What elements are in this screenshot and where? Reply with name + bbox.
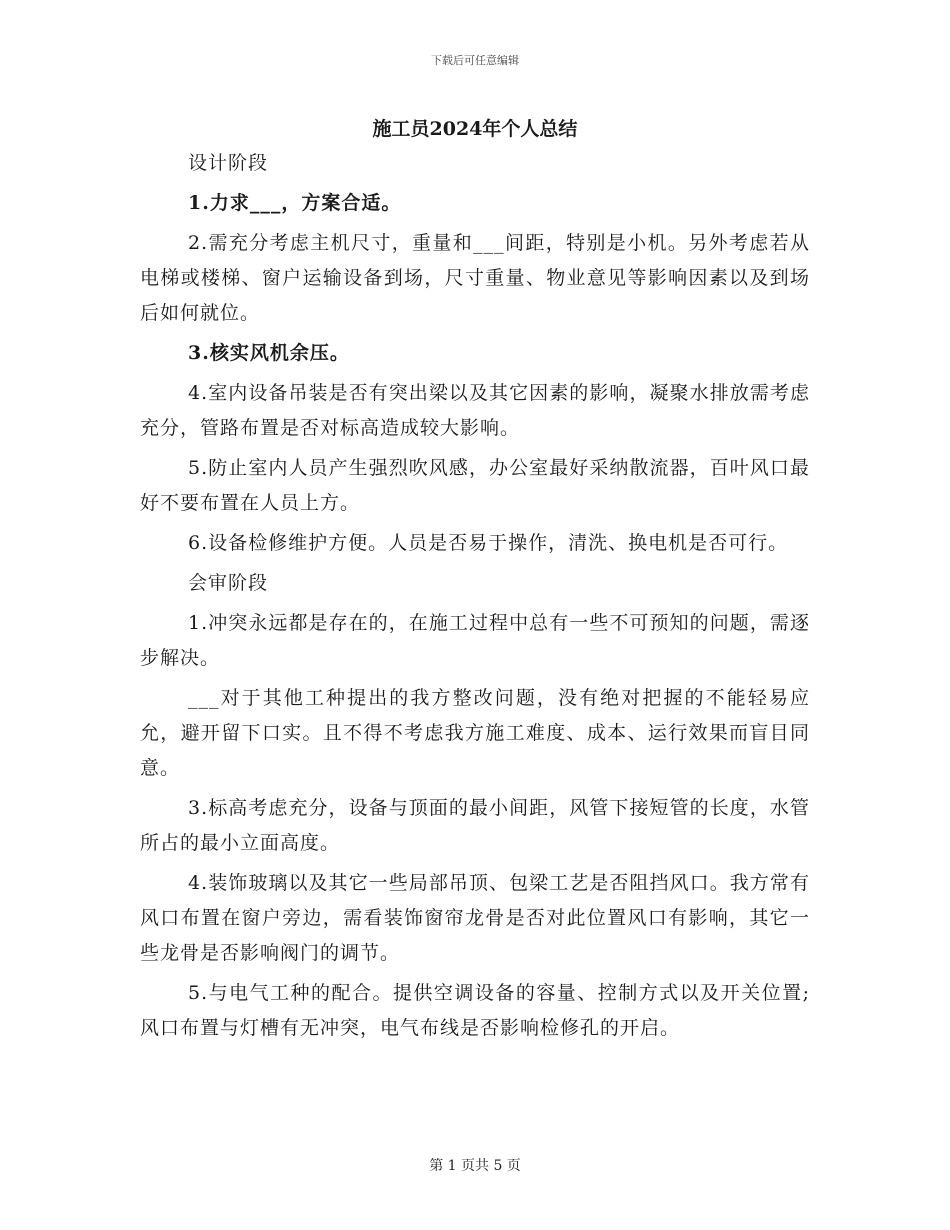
document-title: 施工员2024年个人总结 bbox=[372, 118, 578, 140]
review-item-3: 3.标高考虑充分，设备与顶面的最小间距，风管下接短管的长度，水管所占的最小立面高度。 bbox=[140, 797, 810, 854]
review-item-1: 1.冲突永远都是存在的，在施工过程中总有一些不可预知的问题，需逐步解决。 bbox=[140, 612, 810, 669]
design-item-3: 3.核实风机余压。 bbox=[188, 342, 350, 364]
design-item-1: 1.力求___，方案合适。 bbox=[188, 192, 402, 214]
design-item-5: 5.防止室内人员产生强烈吹风感，办公室最好采纳散流器，百叶风口最好不要布置在人员上方。 bbox=[140, 457, 810, 514]
page-number: 第 1 页共 5 页 bbox=[429, 1158, 521, 1174]
document-body bbox=[140, 146, 810, 1051]
section-heading-design: 设计阶段 bbox=[188, 152, 269, 174]
design-item-4: 4.室内设备吊装是否有突出梁以及其它因素的影响，凝聚水排放需考虑充分，管路布置是否对标高造成较大影响。 bbox=[140, 382, 810, 439]
design-item-6: 6.设备检修维护方便。人员是否易于操作，清洗、换电机是否可行。 bbox=[188, 532, 789, 554]
page-header-note: 下载后可任意编辑 bbox=[431, 54, 519, 67]
review-item-4: 4.装饰玻璃以及其它一些局部吊顶、包梁工艺是否阻挡风口。我方常有风口布置在窗户旁边，需看装饰窗帘龙骨是否对此位置风口有影响，其它一些龙骨是否影响阀门的调节。 bbox=[140, 872, 810, 964]
design-item-2: 2.需充分考虑主机尺寸，重量和___间距，特别是小机。另外考虑若从电梯或楼梯、窗户运输设备到场，尺寸重量、物业意见等影响因素以及到场后如何就位。 bbox=[140, 232, 810, 324]
review-item-5: 5.与电气工种的配合。提供空调设备的容量、控制方式以及开关位置;风口布置与灯槽有无冲突，电气布线是否影响检修孔的开启。 bbox=[140, 982, 810, 1039]
review-item-2: ___对于其他工种提出的我方整改问题，没有绝对把握的不能轻易应允，避开留下口实。且不得不考虑我方施工难度、成本、运行效果而盲目同意。 bbox=[140, 687, 810, 779]
section-heading-review: 会审阶段 bbox=[188, 572, 269, 594]
